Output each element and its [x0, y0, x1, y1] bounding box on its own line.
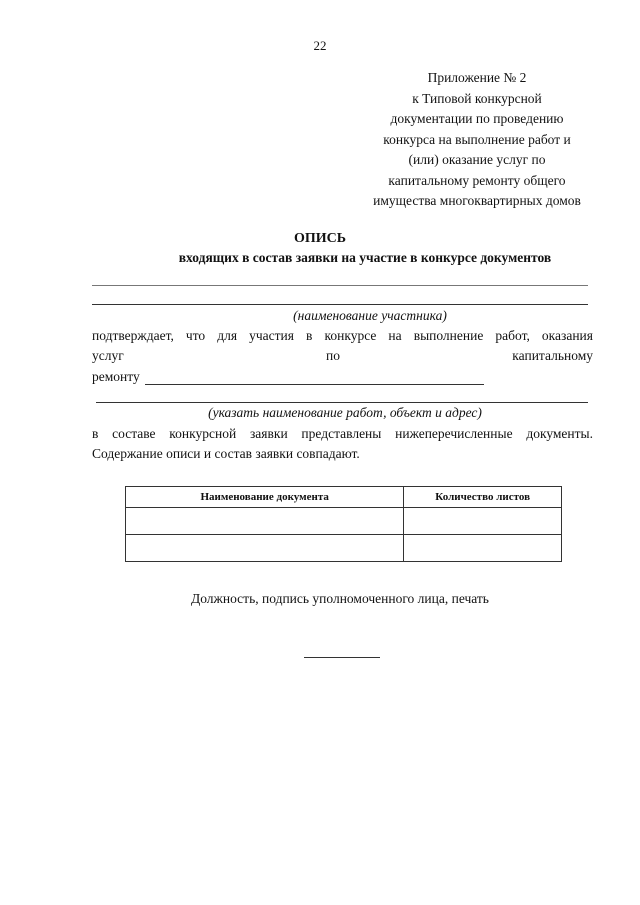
table-header-row — [126, 487, 562, 508]
table-row — [126, 508, 562, 535]
works-caption: (указать наименование работ, объект и адрес) — [208, 405, 482, 420]
column-header-sheet-count: Количество листов — [404, 487, 562, 508]
appendix-line: капитальному ремонту общего — [388, 172, 566, 188]
services-row — [92, 348, 593, 364]
document-title: ОПИСЬ — [293, 231, 347, 246]
end-divider — [304, 657, 380, 658]
services-word: услуг — [92, 348, 124, 363]
column-header-document-name: Наименование документа — [126, 487, 404, 508]
page-number: 22 — [313, 38, 327, 53]
composition-line-2: Содержание описи и состав заявки совпадают. — [92, 446, 360, 461]
appendix-line: документации по проведению — [390, 111, 564, 126]
appendix-line: к Типовой конкурсной — [412, 90, 542, 106]
participant-caption: (наименование участника) — [293, 308, 447, 323]
appendix-line: Приложение № 2 — [427, 70, 527, 85]
confirm-line: подтверждает, что для участия в конкурсе на выполнение работ, оказания — [92, 328, 593, 343]
table-cell — [404, 508, 562, 535]
repair-blank-line — [145, 384, 484, 385]
participant-blank-line-2 — [92, 304, 588, 305]
table-cell — [404, 535, 562, 562]
appendix-line: (или) оказание услуг по — [408, 152, 546, 167]
table-cell — [126, 535, 404, 562]
table-row — [126, 535, 562, 562]
documents-table — [125, 486, 562, 562]
composition-line-1: в составе конкурсной заявки представлены нижеперечисленные документы. — [92, 426, 593, 441]
works-blank-line — [96, 402, 588, 403]
appendix-line: имущества многоквартирных домов — [373, 193, 581, 208]
appendix-line: конкурса на выполнение работ и — [383, 131, 571, 147]
participant-blank-line-1 — [92, 285, 588, 286]
repair-label: ремонту — [92, 369, 140, 384]
appendix-block — [352, 68, 602, 212]
signature-line: Должность, подпись уполномоченного лица, печать — [191, 591, 489, 606]
table-cell — [126, 508, 404, 535]
document-subtitle: входящих в состав заявки на участие в конкурсе документов — [178, 250, 552, 265]
services-word: по — [326, 348, 341, 363]
services-word: капитальному — [512, 348, 593, 363]
